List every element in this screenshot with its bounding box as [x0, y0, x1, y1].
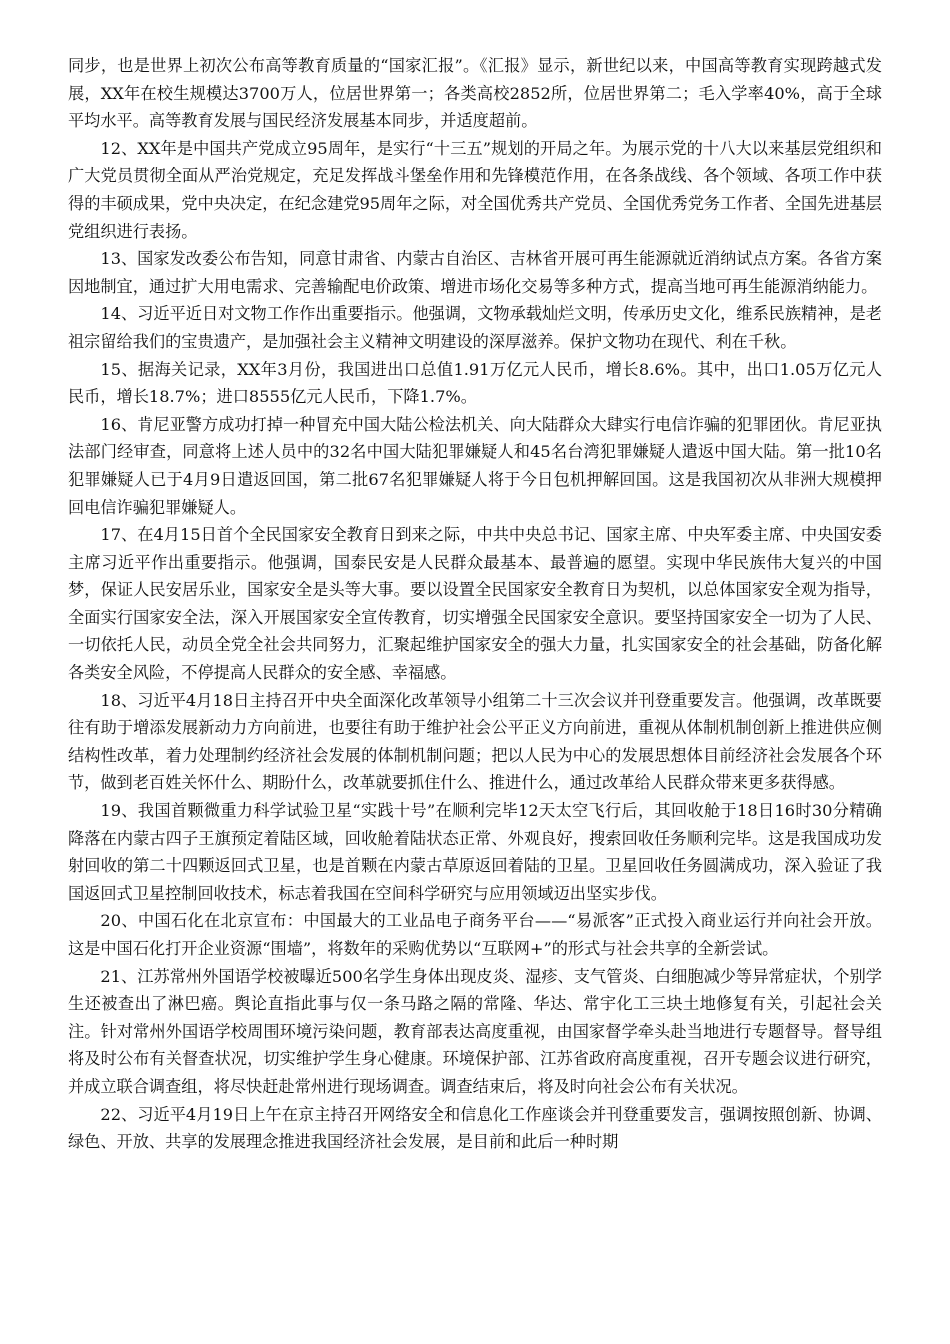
- paragraph: 15、据海关记录，XX年3月份，我国进出口总值1.91万亿元人民币，增长8.6%。其中，出口1.05万亿元人民币，增长18.7%；进口8555亿元人民币，下降1.7%。: [68, 359, 882, 407]
- paragraph: 17、在4月15日首个全民国家安全教育日到来之际，中共中央总书记、国家主席、中央军委主席、中央国安委主席习近平作出重要指示。他强调，国泰民安是人民群众最基本、最普遍的愿望。实现中华民族伟大复兴的中国梦，保证人民安居乐业，国家安全是头等大事。要以设置全民国家安全教育日为契机，以总体国家安全观为指导，全面实行国家安全法，深入开展国家安全宣传教育，切实增强全民国家安全意识。要坚持国家安全一切为了人民、一切依托人民，动员全党全社会共同努力，汇聚起维护国家安全的强大力量，扎实国家安全的社会基础，防备化解各类安全风险，不停提高人民群众的安全感、幸福感。: [68, 525, 882, 683]
- paragraph: 13、国家发改委公布告知，同意甘肃省、内蒙古自治区、吉林省开展可再生能源就近消纳试点方案。各省方案因地制宜，通过扩大用电需求、完善输配电价政策、增进市场化交易等多种方式，提高当地可再生能源消纳能力。: [68, 249, 882, 296]
- document-body: [68, 52, 882, 1156]
- paragraph: 18、习近平4月18日主持召开中央全面深化改革领导小组第二十三次会议并刊登重要发言。他强调，改革既要往有助于增添发展新动力方向前进，也要往有助于维护社会公平正义方向前进，重视从体制机制创新上推进供应侧结构性改革，着力处理制约经济社会发展的体制机制问题；把以人民为中心的发展思想体目前经济社会发展各个环节，做到老百姓关怀什么、期盼什么，改革就要抓住什么、推进什么，通过改革给人民群众带来更多获得感。: [68, 690, 882, 793]
- paragraph: 21、江苏常州外国语学校被曝近500名学生身体出现皮炎、湿疹、支气管炎、白细胞减少等异常症状，个别学生还被查出了淋巴癌。舆论直指此事与仅一条马路之隔的常隆、华达、常宇化工三块土地修复有关，引起社会关注。针对常州外国语学校周围环境污染问题，教育部表达高度重视，由国家督学牵头赴当地进行专题督导。督导组将及时公布有关督查状况，切实维护学生身心健康。环境保护部、江苏省政府高度重视，召开专题会议进行研究，并成立联合调查组，将尽快赶赴常州进行现场调查。调查结束后，将及时向社会公布有关状况。: [68, 966, 882, 1096]
- paragraph: 12、XX年是中国共产党成立95周年，是实行“十三五”规划的开局之年。为展示党的十八大以来基层党组织和广大党员贯彻全面从严治党规定，充足发挥战斗堡垒作用和先锋模范作用，在各条战线、各个领域、各项工作中获得的丰硕成果，党中央决定，在纪念建党95周年之际，对全国优秀共产党员、全国优秀党务工作者、全国先进基层党组织进行表扬。: [68, 138, 882, 241]
- paragraph: 19、我国首颗微重力科学试验卫星“实践十号”在顺利完毕12天太空飞行后，其回收舱于18日16时30分精确降落在内蒙古四子王旗预定着陆区域，回收舱着陆状态正常、外观良好，搜索回收任务顺利完毕。这是我国成功发射回收的第二十四颗返回式卫星，也是首颗在内蒙古草原返回着陆的卫星。卫星回收任务圆满成功，深入验证了我国返回式卫星控制回收技术，标志着我国在空间科学研究与应用领域迈出坚实步伐。: [68, 801, 882, 903]
- paragraph: 16、肯尼亚警方成功打掉一种冒充中国大陆公检法机关、向大陆群众大肆实行电信诈骗的犯罪团伙。肯尼亚执法部门经审查，同意将上述人员中的32名中国大陆犯罪嫌疑人和45名台湾犯罪嫌疑人遣返中国大陆。第一批10名犯罪嫌疑人已于4月9日遣返回国，第二批67名犯罪嫌疑人将于今日包机押解回国。这是我国初次从非洲大规模押回电信诈骗犯罪嫌疑人。: [68, 414, 882, 517]
- paragraph: 20、中国石化在北京宣布：中国最大的工业品电子商务平台——“易派客”正式投入商业运行并向社会开放。这是中国石化打开企业资源“围墙”，将数年的采购优势以“互联网+”的形式与社会共享的全新尝试。: [68, 911, 882, 958]
- paragraph: 同步，也是世界上初次公布高等教育质量的“国家汇报”。《汇报》显示，新世纪以来，中国高等教育实现跨越式发展，XX年在校生规模达3700万人，位居世界第一；各类高校2852所，位居世界第二；毛入学率40%，高于全球平均水平。高等教育发展与国民经济发展基本同步，并适度超前。: [68, 56, 882, 131]
- paragraph: 22、习近平4月19日上午在京主持召开网络安全和信息化工作座谈会并刊登重要发言，强调按照创新、协调、绿色、开放、共享的发展理念推进我国经济社会发展，是目前和此后一种时期: [68, 1104, 882, 1152]
- paragraph: 14、习近平近日对文物工作作出重要指示。他强调，文物承载灿烂文明，传承历史文化，维系民族精神，是老祖宗留给我们的宝贵遗产，是加强社会主义精神文明建设的深厚滋养。保护文物功在现代、利在千秋。: [68, 304, 882, 351]
